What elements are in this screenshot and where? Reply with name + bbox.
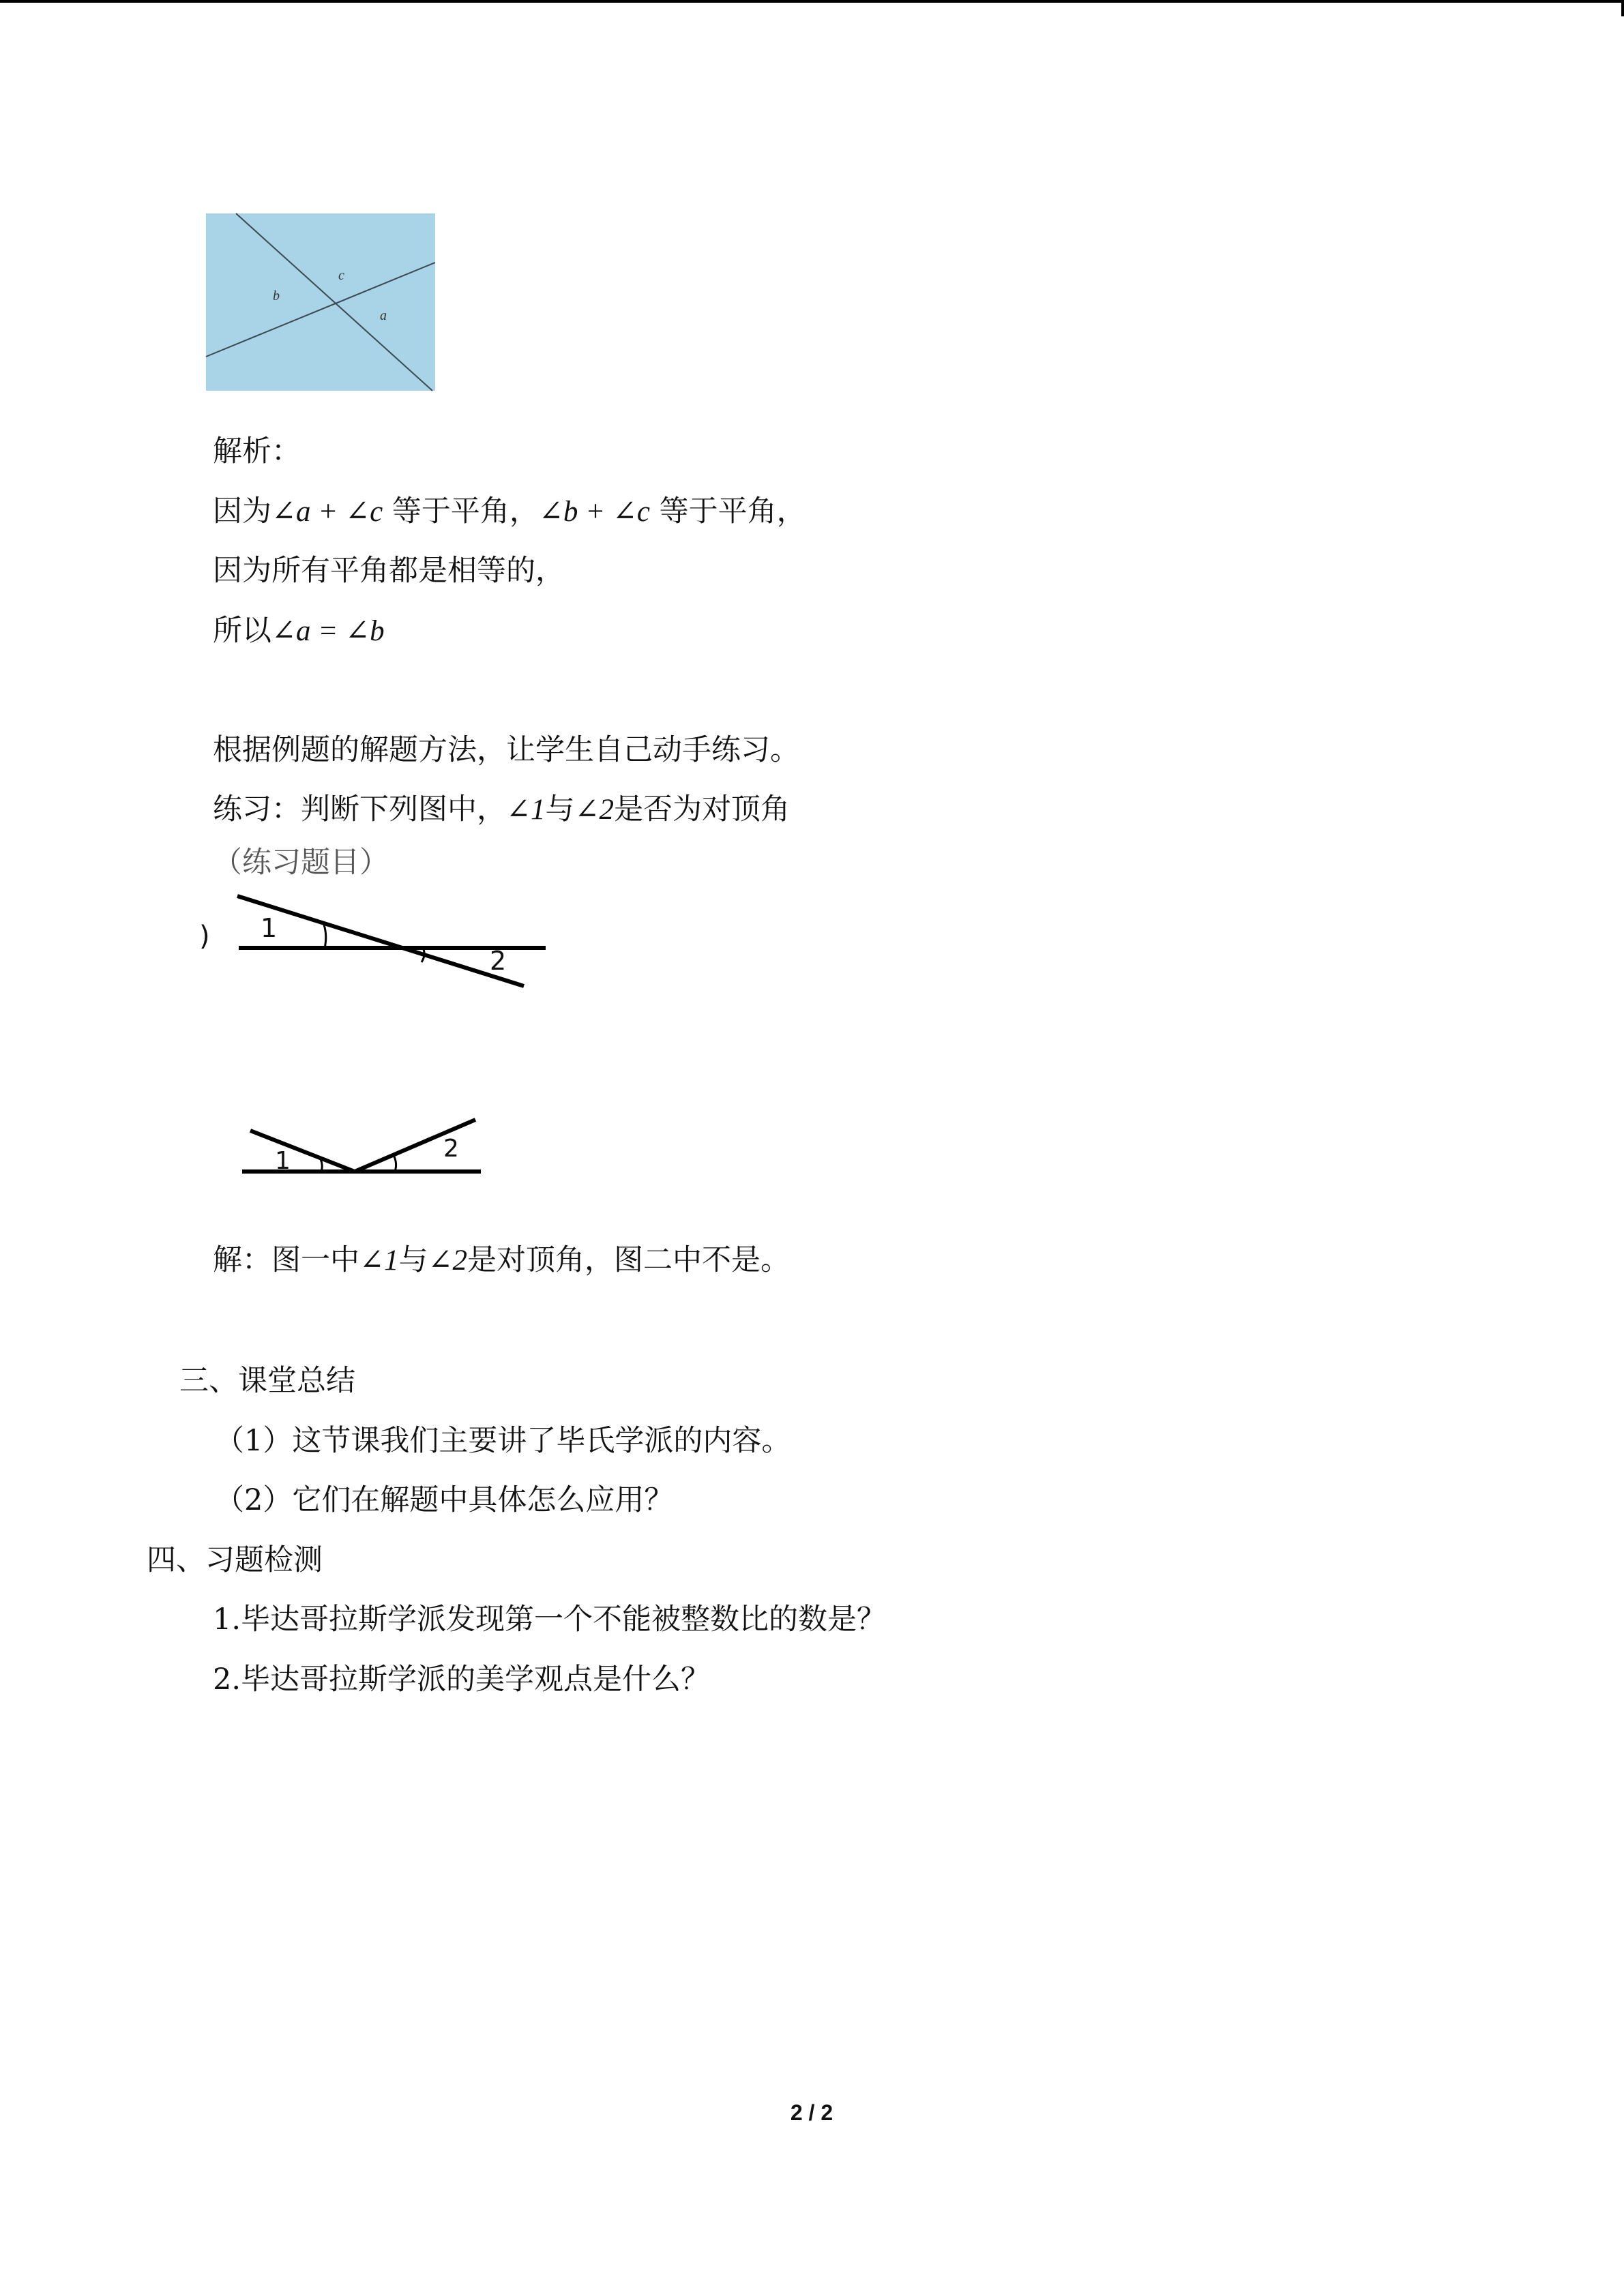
practice-figure-2 — [235, 1112, 488, 1180]
left-slanted-line — [250, 1131, 355, 1172]
angle-label-1: 1 — [261, 913, 278, 943]
exercise-question-1: 1.毕达哥拉斯学派发现第一个不能被整数比的数是？ — [213, 1602, 887, 1637]
angle-label-1: 1 — [275, 1147, 291, 1175]
exercise-question-2: 2.毕达哥拉斯学派的美学观点是什么？ — [213, 1663, 711, 1697]
analysis-line-3: 所以∠a = ∠b — [213, 614, 385, 648]
figure-background — [206, 213, 435, 391]
angle-arc-1 — [321, 1159, 322, 1172]
angle-label-a: a — [380, 308, 387, 323]
clipped-text-fragment: （练习题目） — [213, 846, 389, 880]
intersecting-lines-figure — [206, 213, 435, 391]
page-corner-mark — [1621, 0, 1624, 16]
analysis-heading: 解析： — [213, 434, 301, 468]
analysis-line-2: 因为所有平角都是相等的， — [213, 554, 565, 588]
angle-arc-1 — [324, 925, 326, 948]
practice-answer: 解：图一中∠1与∠2是对顶角，图二中不是。 — [213, 1243, 791, 1277]
angle-label-b: b — [273, 288, 280, 303]
summary-item-1: （1）这节课我们主要讲了毕氏学派的内容。 — [215, 1424, 791, 1458]
slanted-line — [237, 896, 524, 986]
angle-arc-2 — [394, 1155, 396, 1172]
angle-label-2: 2 — [490, 946, 507, 976]
exercises-heading: 四、习题检测 — [147, 1543, 323, 1577]
practice-figure-1 — [198, 885, 552, 994]
practice-intro: 根据例题的解题方法，让学生自己动手练习。 — [213, 733, 799, 767]
angle-label-c: c — [338, 268, 344, 283]
page-number: 2 / 2 — [790, 2100, 833, 2125]
page-top-border — [0, 0, 1624, 3]
figure-edge-mark: ) — [199, 921, 210, 952]
summary-heading: 三、课堂总结 — [179, 1364, 355, 1398]
angle-label-2: 2 — [443, 1135, 459, 1163]
summary-item-2: （2）它们在解题中具体怎么应用？ — [215, 1483, 674, 1517]
analysis-line-1: 因为∠a + ∠c 等于平角，∠b + ∠c 等于平角， — [213, 494, 806, 528]
practice-question: 练习：判断下列图中，∠1与∠2是否为对顶角 — [213, 792, 791, 826]
